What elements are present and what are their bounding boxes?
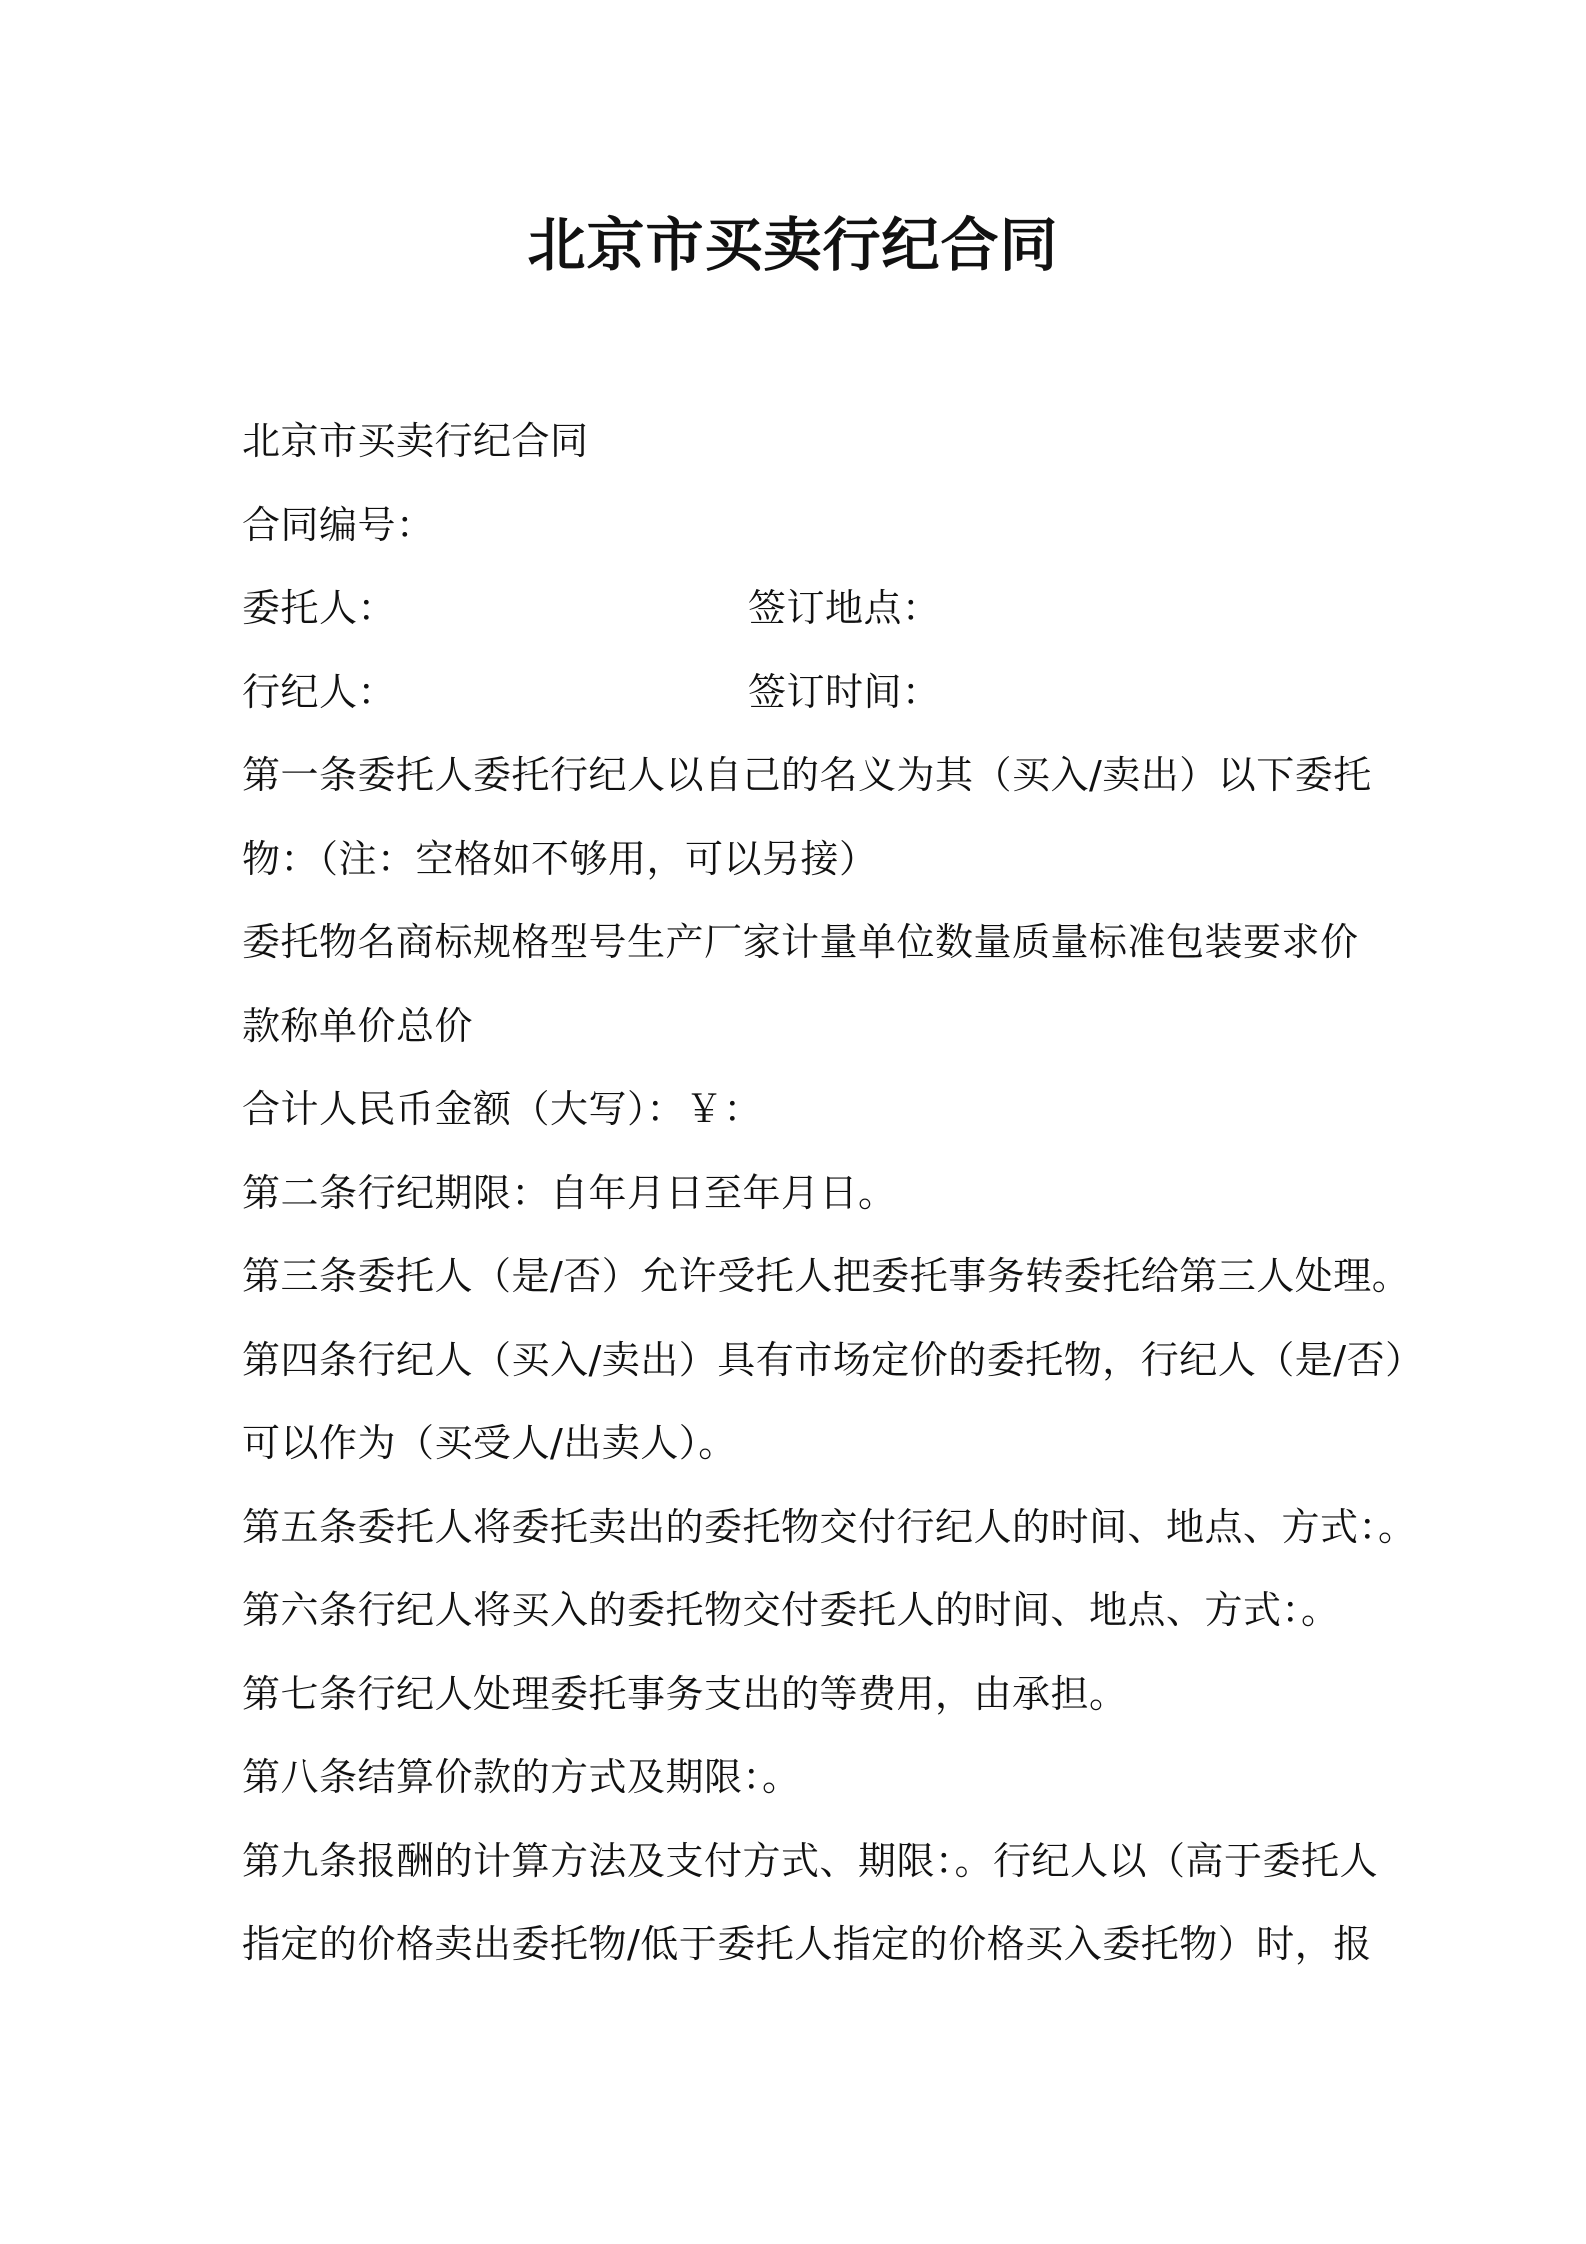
paragraph-line: 第九条报酬的计算方法及支付方式、期限：。行纪人以（高于委托人 [242, 1838, 1379, 1883]
paragraph-line: 款称单价总价 [242, 1003, 474, 1048]
document-title: 北京市买卖行纪合同 [527, 211, 1059, 279]
broker-row [242, 651, 1372, 735]
document-subtitle: 北京市买卖行纪合同 [242, 419, 589, 463]
paragraph-line: 第五条委托人将委托卖出的委托物交付行纪人的时间、地点、方式：。 [242, 1504, 1417, 1549]
principal-row [242, 567, 1372, 651]
contract-number-label: 合同编号： [242, 502, 435, 547]
paragraph-line: 第七条行纪人处理委托事务支出的等费用，由承担。 [242, 1671, 1128, 1716]
paragraph-line: 第八条结算价款的方式及期限：。 [242, 1755, 801, 1799]
paragraph-line: 委托物名商标规格型号生产厂家计量单位数量质量标准包装要求价 [242, 920, 1359, 964]
paragraph-line: 第四条行纪人（买入/卖出）具有市场定价的委托物，行纪人（是/否） [242, 1337, 1424, 1382]
signing-place-label: 签订地点： [748, 586, 941, 630]
paragraph-line: 物：（注：空格如不够用，可以另接） [242, 836, 878, 881]
paragraph-line: 合计人民币金额（大写）：￥： [242, 1087, 763, 1131]
document-body [242, 400, 1424, 1987]
broker-label: 行纪人： [242, 669, 397, 714]
paragraph-line: 可以作为（买受人/出卖人）。 [242, 1421, 737, 1465]
paragraph-line: 第三条委托人（是/否）允许受托人把委托事务转委托给第三人处理。 [242, 1254, 1411, 1298]
paragraph-line: 第二条行纪期限：自年月日至年月日。 [242, 1170, 897, 1215]
principal-label: 委托人： [242, 586, 397, 630]
paragraph-line: 指定的价格卖出委托物/低于委托人指定的价格买入委托物）时，报 [242, 1922, 1372, 1966]
paragraph-line: 第六条行纪人将买入的委托物交付委托人的时间、地点、方式：。 [242, 1588, 1340, 1632]
paragraph-line: 第一条委托人委托行纪人以自己的名义为其（买入/卖出）以下委托 [242, 753, 1372, 797]
signing-time-label: 签订时间： [748, 669, 941, 714]
